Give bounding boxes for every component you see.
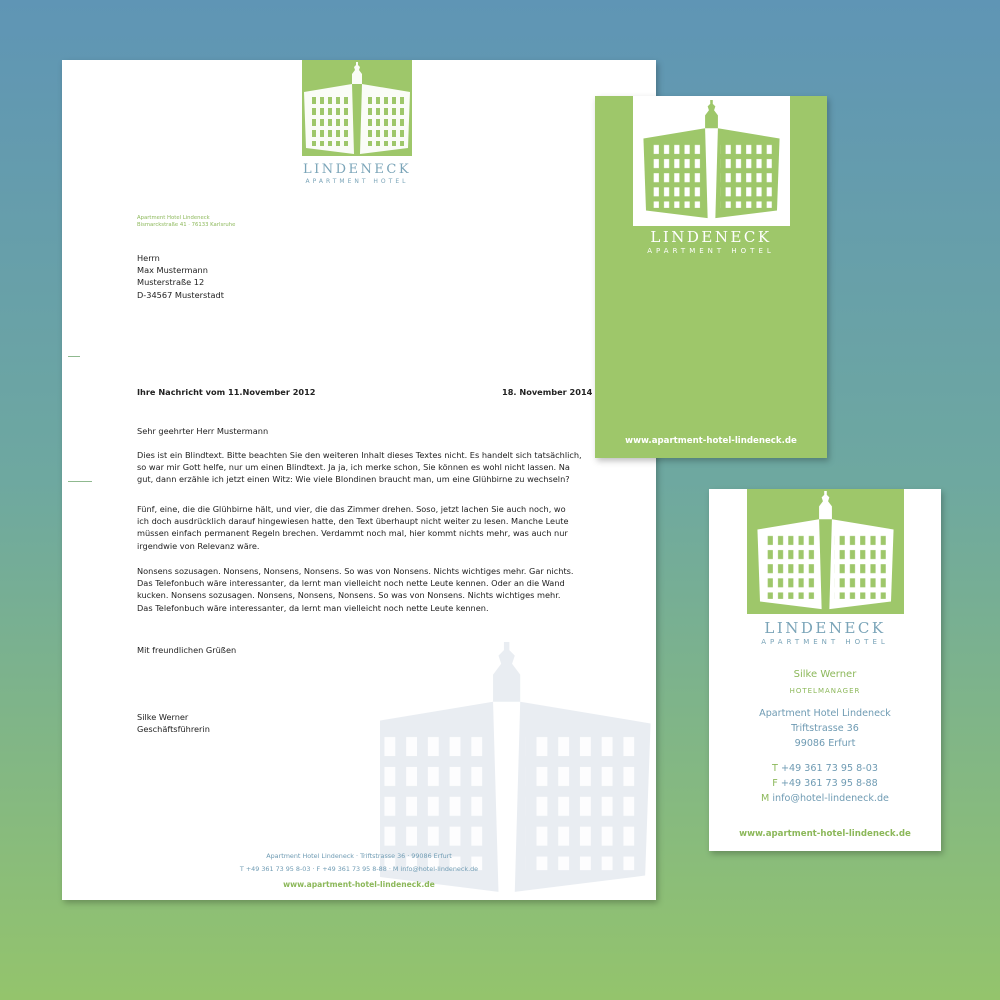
building-watermark-icon	[380, 642, 656, 900]
building-logo-icon	[302, 62, 412, 156]
fax-label: F	[772, 778, 778, 789]
card-website-link[interactable]: www.apartment-hotel-lindeneck.de	[739, 829, 911, 839]
body-line: ich doch ausdrücklich darauf hingewiesen hatte, den Text überhaupt nicht weiter zu lesen. Manche Leute	[137, 516, 569, 527]
footer-address: Apartment Hotel Lindeneck · Triftstrasse 36 · 99086 Erfurt	[266, 852, 452, 860]
body-line: kucken. Nonsens sozusagen. Nonsens, Nonsens, Nonsens. So was von Nonsens. Nichts wichtiges mehr.	[137, 590, 561, 601]
card-city: 99086 Erfurt	[794, 738, 856, 749]
body-line: gut, dann erzähle ich jetzt einen Witz: Wie viele Blondinen braucht man, um eine Glühbirne zu wechseln?	[137, 474, 570, 485]
card-website-link[interactable]: www.apartment-hotel-lindeneck.de	[625, 436, 797, 446]
signer-name: Silke Werner	[137, 712, 189, 722]
card-wordmark: LINDENECK	[764, 619, 886, 637]
card-person-name: Silke Werner	[793, 669, 857, 680]
body-line: so war mir Gott helfe, nur um einen Blindtext. Ja ja, ich merke schon, Sie können es wohl nicht lassen. Na	[137, 462, 570, 473]
card-person-role: HOTELMANAGER	[789, 687, 861, 695]
sender-address: Bismarckstraße 41 · 76133 Karlsruhe	[137, 222, 236, 228]
body-line: Fünf, eine, die die Glühbirne hält, und vier, die das Zimmer drehen. Soso, jetzt lachen Sie auch noch, wo	[137, 504, 566, 514]
letterhead-sheet	[62, 60, 656, 900]
mail-label: M	[761, 793, 770, 804]
body-paragraph	[137, 503, 597, 552]
body-line: Nonsens sozusagen. Nonsens, Nonsens, Nonsens. So was von Nonsens. Nichts wichtiges mehr. Gar nichts.	[137, 566, 574, 576]
green-business-card	[595, 96, 827, 458]
card-street: Triftstrasse 36	[791, 723, 859, 734]
card-phone	[709, 763, 941, 774]
recipient-line: Herrn	[137, 253, 160, 263]
letter-wordmark: LINDENECK	[302, 162, 412, 177]
salutation: Sehr geehrter Herr Mustermann	[137, 426, 269, 436]
letter-logo-band	[302, 60, 412, 156]
reference-line: Ihre Nachricht vom 11.November 2012	[137, 387, 316, 397]
card-fax	[709, 778, 941, 789]
body-line: Das Telefonbuch wäre interessanter, da lernt man vielleicht noch nette Leute kennen.	[137, 602, 489, 613]
card-logo-band	[633, 96, 790, 226]
phone-label: T	[772, 763, 778, 774]
footer-contact: T +49 361 73 95 8-03 · F +49 361 73 95 8-88 · M info@hotel-lindeneck.de	[239, 865, 479, 873]
closing: Mit freundlichen Grüßen	[137, 645, 237, 655]
footer-website-link[interactable]: www.apartment-hotel-lindeneck.de	[283, 880, 435, 889]
hole-punch-mark	[68, 481, 92, 482]
recipient-line: D-34567 Musterstadt	[137, 289, 224, 300]
body-line: müssen einfach permanent Regeln brechen. Verdammt noch mal, hier kommt nichts mehr, was auch nur	[137, 528, 568, 539]
body-paragraph	[137, 565, 597, 614]
body-line: Das Telefonbuch wäre interessanter, da lernt man vielleicht noch nette Leute kennen. Oder an die Wand	[137, 578, 565, 589]
white-business-card	[709, 489, 941, 851]
card-wordmark-subtitle: APARTMENT HOTEL	[647, 247, 775, 255]
card-mail	[709, 793, 941, 804]
fold-mark	[68, 356, 80, 357]
building-logo-icon	[635, 100, 788, 222]
recipient-line: Musterstraße 12	[137, 277, 205, 288]
building-logo-icon	[749, 491, 902, 613]
mail-address[interactable]: info@hotel-lindeneck.de	[772, 793, 889, 804]
letter-wordmark-subtitle: APARTMENT HOTEL	[305, 178, 409, 185]
phone-number: +49 361 73 95 8-03	[780, 763, 878, 774]
body-line: irgendwie von Relevanz wäre.	[137, 540, 260, 551]
card-wordmark-subtitle: APARTMENT HOTEL	[761, 638, 889, 646]
card-company: Apartment Hotel Lindeneck	[759, 708, 891, 719]
body-paragraph	[137, 449, 597, 486]
recipient-block	[137, 252, 224, 301]
card-wordmark: LINDENECK	[650, 228, 772, 246]
letter-date: 18. November 2014	[502, 387, 593, 397]
body-line: Dies ist ein Blindtext. Bitte beachten Sie den weiteren Inhalt dieses Textes nicht. Es handelt sich tatsächlich,	[137, 450, 582, 460]
signer-title: Geschäftsführerin	[137, 724, 210, 734]
recipient-line: Max Mustermann	[137, 265, 208, 276]
sender-name: Apartment Hotel Lindeneck	[137, 215, 210, 221]
fax-number: +49 361 73 95 8-88	[780, 778, 878, 789]
card-logo-band	[747, 489, 904, 614]
